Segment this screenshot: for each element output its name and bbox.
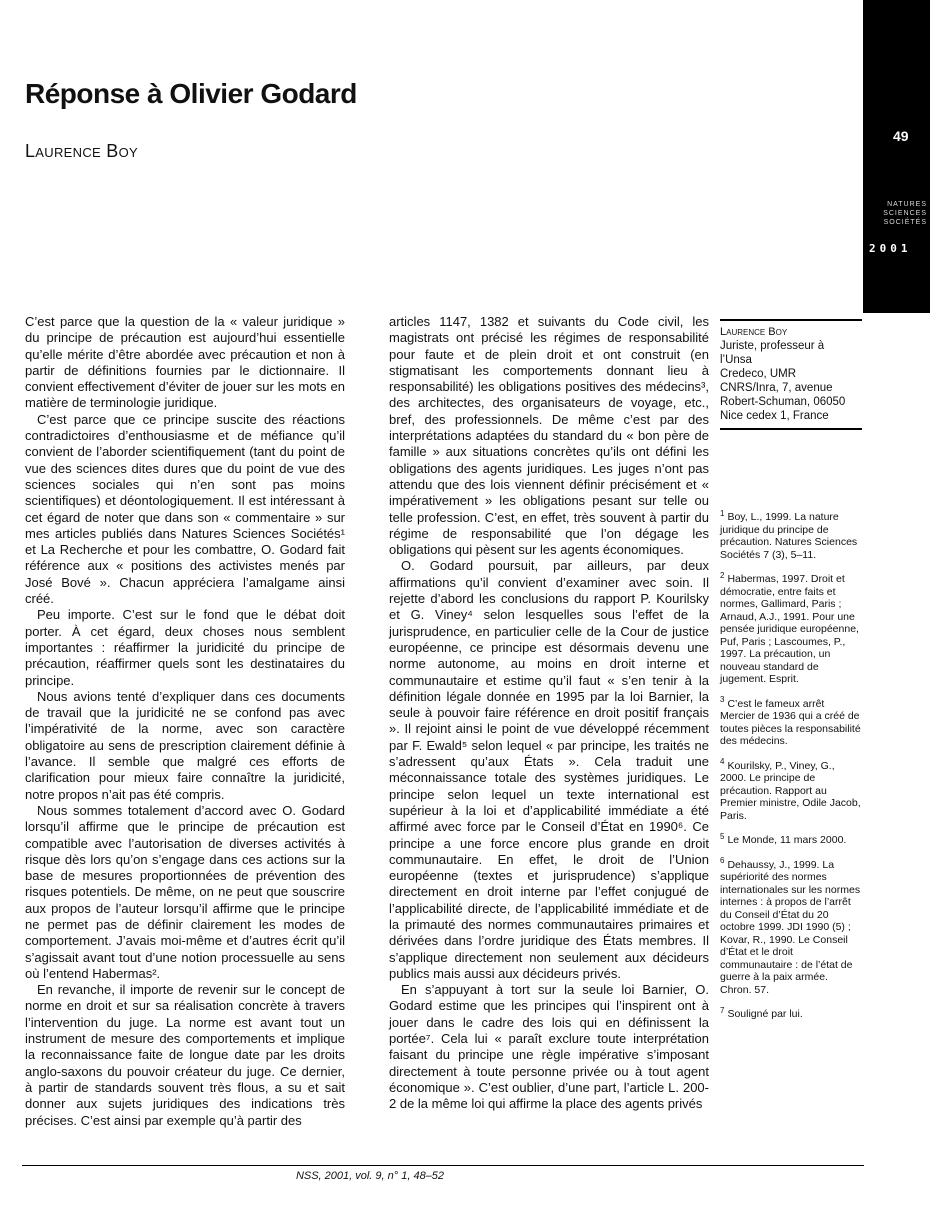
article-author: Laurence Boy bbox=[25, 141, 138, 161]
affiliation-author-name: Laurence Boy bbox=[720, 326, 788, 338]
affiliation-line: Robert-Schuman, 06050 bbox=[720, 396, 846, 408]
paragraph: articles 1147, 1382 et suivants du Code civil, les magistrats ont précisé les régimes de responsabilité pour faute et de plein droit et ont construit (en stigmatisant les comportements donnant lieu à responsabilité) les obligations positives des médecins³, des architectes, des organisateurs de voyage, etc., bref, des professionnels. De même c’est par des interprétations adaptées du standard du « bon père de famille » aux situations concrètes qu’ils ont défini les obligations des agents juridiques. Les juges n’ont pas attendu que des lois viennent définir précisément et « impérativement » les obligations pesant sur telle ou telle profession. C’est, en effet, très souvent à partir du régime de responsabilité que l’on dégage les obligations qui pèsent sur les agents économiques. bbox=[389, 314, 709, 558]
footnote-number: 2 bbox=[720, 570, 725, 580]
text-column-1 bbox=[25, 314, 345, 1129]
article-title: Réponse à Olivier Godard bbox=[25, 78, 357, 109]
footnote bbox=[720, 831, 862, 847]
affiliation-line: Juriste, professeur à bbox=[720, 340, 825, 352]
paragraph: En s’appuyant à tort sur la seule loi Barnier, O. Godard estime que les principes qui l’inspirent ont à jouer dans le cadre des lois qui en définissent la portée⁷. Cela lui « paraît exclure toute interprétation faisant du principe une règle impérative s’imposant directement à toute personne privée ou à tout agent économique ». C’est oublier, d’une part, l’article L. 200-2 de la même loi qui affirme la place des agents privés bbox=[389, 982, 709, 1112]
journal-name: NATURES SCIENCES SOCIÉTÉS bbox=[883, 201, 927, 226]
footer-divider bbox=[22, 1165, 864, 1166]
footnote-number: 6 bbox=[720, 856, 725, 865]
footnote bbox=[720, 757, 862, 823]
footnote-text: Habermas, 1997. Droit et démocratie, entre faits et normes, Gallimard, Paris ; Arnaud, A.J., 1991. Pour une pensée juridique européenne, Puf, Paris ; Lascoumes, P., 1997. La précaution, un nouveau standard de jugement. Esprit. bbox=[720, 573, 859, 685]
footnote-text: Souligné par lui. bbox=[727, 1008, 803, 1020]
paragraph: Nous avions tenté d’expliquer dans ces documents de travail que la juridicité ne se confond pas avec l’impérativité de la norme, avec son caractère obligatoire au sens de prescription clairement définie à l’avance. Il semble que malgré ces efforts de clarification pour mieux faire connaître la juridicité, notre propos n’ait pas été compris. bbox=[25, 688, 345, 802]
footer-citation: NSS, 2001, vol. 9, n° 1, 48–52 bbox=[295, 1170, 445, 1182]
footnote bbox=[720, 570, 862, 686]
footnote-text: Kourilsky, P., Viney, G., 2000. Le principe de précaution. Rapport au Premier ministre, Odile Jacob, Paris. bbox=[720, 759, 861, 822]
affiliation-line: Nice cedex 1, France bbox=[720, 410, 829, 422]
page-number: 49 bbox=[893, 128, 909, 144]
text-column-2 bbox=[389, 314, 709, 1113]
footnote bbox=[720, 508, 862, 561]
affiliation-line: CNRS/Inra, 7, avenue bbox=[720, 382, 833, 394]
footnote-number: 4 bbox=[720, 757, 725, 766]
paragraph: C’est parce que la question de la « valeur juridique » du principe de précaution est aujourd’hui essentielle qu’elle mérite d’être abordée avec précaution et non à partir de définitions fournies par le dictionnaire. Il convient effectivement d’éviter de jouer sur les mots en matière de terminologie juridique. bbox=[25, 314, 345, 411]
footnote-text: Le Monde, 11 mars 2000. bbox=[727, 834, 847, 846]
paragraph: Peu importe. C’est sur le fond que le débat doit porter. À cet égard, deux choses nous semblent importantes : réaffirmer la juridicité du principe de précaution, réaffirmer quels sont les destinataires du principe. bbox=[25, 607, 345, 688]
footnote-number: 1 bbox=[720, 508, 725, 518]
affiliation-line: l’Unsa bbox=[720, 354, 752, 366]
footnote-number: 3 bbox=[720, 695, 725, 704]
paragraph: En revanche, il importe de revenir sur le concept de norme en droit et sur sa réalisation concrète à travers l’intervention du juge. La norme est avant tout un instrument de mesure des comportements et implique la reconnaissance faite de longue date par les droits anglo-saxons du pouvoir créateur du juge. Ce dernier, à partir de standards souvent très flous, a su et sait donner aux sujets juridiques des indications très précises. C’est ainsi par exemple qu’à partir des bbox=[25, 982, 345, 1128]
footnote-text: Dehaussy, J., 1999. La supériorité des normes internationales sur les normes internes : à propos de l’arrêt du Conseil d’État du 20 octobre 1999. JDI 1990 (5) ; Kovar, R., 1990. Le Conseil d’État et le droit communautaire : de l’état de guerre à la paix armée. Chron. 57. bbox=[720, 858, 861, 996]
journal-year: 2001 bbox=[869, 242, 912, 255]
footnote-number: 5 bbox=[720, 831, 725, 841]
paragraph: C’est parce que ce principe suscite des réactions contradictoires d’enthousiasme et de méfiance qu’il convient de l’aborder scientifiquement (tant du point de vue des sciences dites dures que du point de vue des sciences sociales qui n’en sont pas moins scientifiques) et déontologiquement. Il est intéressant à cet égard de noter que dans son « commentaire » sur mes articles publiés dans Natures Sciences Sociétés¹ et La Recherche et pour les combattre, O. Godard fait référence aux « positions des activistes menés par José Bové ». Chacun appréciera l’amalgame ainsi créé. bbox=[25, 411, 345, 607]
footnote bbox=[720, 695, 862, 748]
paragraph: Nous sommes totalement d’accord avec O. Godard lorsqu’il affirme que le principe de précaution est compatible avec l’autorisation de diverses activités à risque dès lors qu’on s’engage dans ces actions sur la base de mesures proportionnées de prévention des risques potentiels. De même, on ne peut que souscrire aux propos de l’auteur lorsqu’il affirme que le principe ne permet pas de définir clairement les modes de comportement. J’avais moi-même et d’autres écrit qu’il s’agissait avant tout d’une notion processuelle au sens où l’entend Habermas². bbox=[25, 802, 345, 981]
footnote bbox=[720, 856, 862, 997]
footnote bbox=[720, 1005, 862, 1021]
affiliation-line: Credeco, UMR bbox=[720, 368, 797, 380]
footnote-text: Boy, L., 1999. La nature juridique du principe de précaution. Natures Sciences Sociétés 7 (3), 5–11. bbox=[720, 511, 858, 561]
paragraph: O. Godard poursuit, par ailleurs, par deux affirmations qu’il convient d’examiner avec soin. Il rejette d’abord les conclusions du rapport P. Kourilsky et G. Viney⁴ selon lesquelles sous l’effet de la jurisprudence, en particulier celle de la Cour de justice européenne, ce principe est désormais devenu une norme autonome, au moins en droit interne et communautaire et estime qu’il faut « s’en tenir à la définition légale donnée en 1995 par la loi Barnier, la seule à pouvoir faire référence en droit positif français ». Il rejoint ainsi le point de vue développé récemment par F. Ewald⁵ selon lequel « par principe, les traités ne s’adressent qu’aux États ». Cela traduit une méconnaissance totale des systèmes juridiques. Le principe selon lequel un texte international est supérieur à la loi et d’applicabilité immédiate a été affirmé avec force par le Conseil d’État en 1990⁶. Ce principe a une force encore plus grande en droit communautaire. En effet, le droit de l’Union européenne (textes et jurisprudence) s’applique directement en droit interne par l’effet conjugué de l’applicabilité directe, de l’applicabilité immédiate et de la primauté des normes communautaires primaires et dérivées dans l’ordre juridique des États membres. Il s’applique directement non seulement aux décideurs publics mais aussi aux décideurs privés. bbox=[389, 558, 709, 981]
footnote-text: C’est le fameux arrêt Mercier de 1936 qui a créé de toutes pièces la responsabilité des médecins. bbox=[720, 697, 861, 747]
footnote-number: 7 bbox=[720, 1005, 725, 1015]
author-affiliation-box bbox=[720, 319, 862, 430]
footnotes-column bbox=[720, 508, 862, 1033]
journal-side-band bbox=[863, 0, 930, 313]
